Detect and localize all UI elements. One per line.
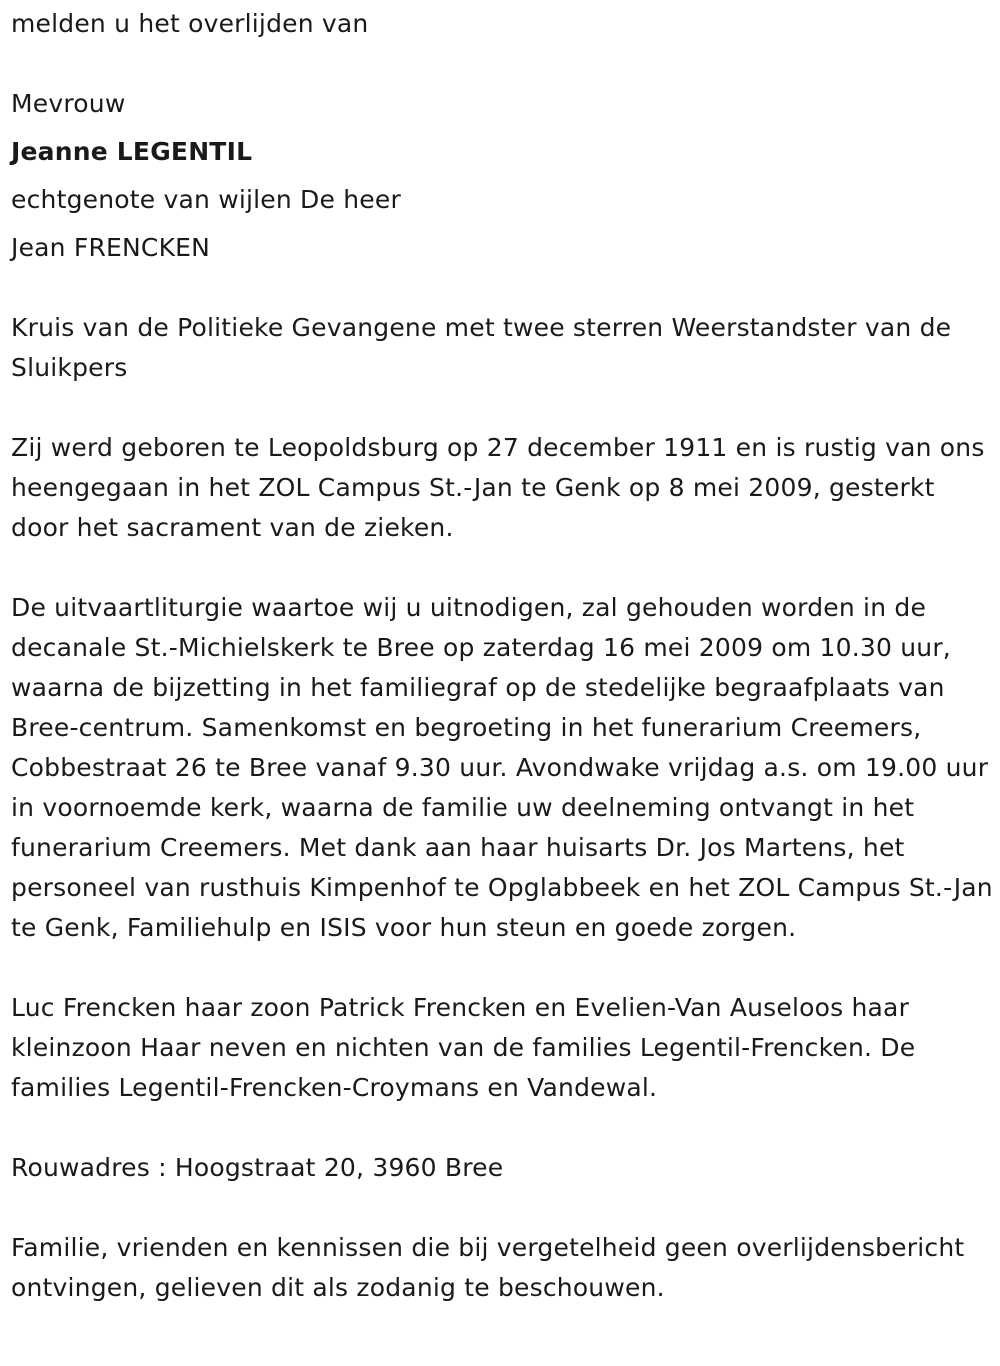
obituary-document — [11, 0, 996, 1308]
birth-death-paragraph: Zij werd geboren te Leopoldsburg op 27 december 1911 en is rustig van ons heengegaan in het ZOL Campus St.-Jan te Genk op 8 mei 2009, gesterkt door het sacrament van de zieken. — [11, 433, 985, 542]
spacer — [11, 948, 996, 988]
title-text: Mevrouw — [11, 89, 126, 118]
spacer — [11, 1108, 996, 1148]
deceased-name: Jeanne LEGENTIL — [11, 137, 253, 166]
closing-paragraph: Familie, vrienden en kennissen die bij vergetelheid geen overlijdensbericht ontvingen, gelieven dit als zodanig te beschouwen. — [11, 1233, 965, 1302]
address-paragraph: Rouwadres : Hoogstraat 20, 3960 Bree — [11, 1153, 504, 1182]
funeral-paragraph: De uitvaartliturgie waartoe wij u uitnodigen, zal gehouden worden in de decanale St.-Michielskerk te Bree op zaterdag 16 mei 2009 om 10.30 uur, waarna de bijzetting in het familiegraf op de stedelijke begraafplaats van Bree-centrum. Samenkomst en begroeting in het funerarium Creemers, Cobbestraat 26 te Bree vanaf 9.30 uur. Avondwake vrijdag a.s. om 19.00 uur in voornoemde kerk, waarna de familie uw deelneming ontvangt in het funerarium Creemers. Met dank aan haar huisarts Dr. Jos Martens, het personeel van rusthuis Kimpenhof te Opglabbeek en het ZOL Campus St.-Jan te Genk, Familiehulp en ISIS voor hun steun en goede zorgen. — [11, 593, 993, 942]
intro-text: melden u het overlijden van — [11, 9, 369, 38]
family-paragraph: Luc Frencken haar zoon Patrick Frencken en Evelien-Van Auseloos haar kleinzoon Haar neven en nichten van de families Legentil-Frencken. De families Legentil-Frencken-Croymans en Vandewal. — [11, 993, 916, 1102]
spacer — [11, 268, 996, 308]
spouse-intro-text: echtgenote van wijlen De heer — [11, 185, 401, 214]
spouse-name: Jean FRENCKEN — [11, 233, 211, 262]
honors-paragraph: Kruis van de Politieke Gevangene met twee sterren Weerstandster van de Sluikpers — [11, 313, 952, 382]
spacer — [11, 1188, 996, 1228]
spacer — [11, 548, 996, 588]
spacer — [11, 388, 996, 428]
